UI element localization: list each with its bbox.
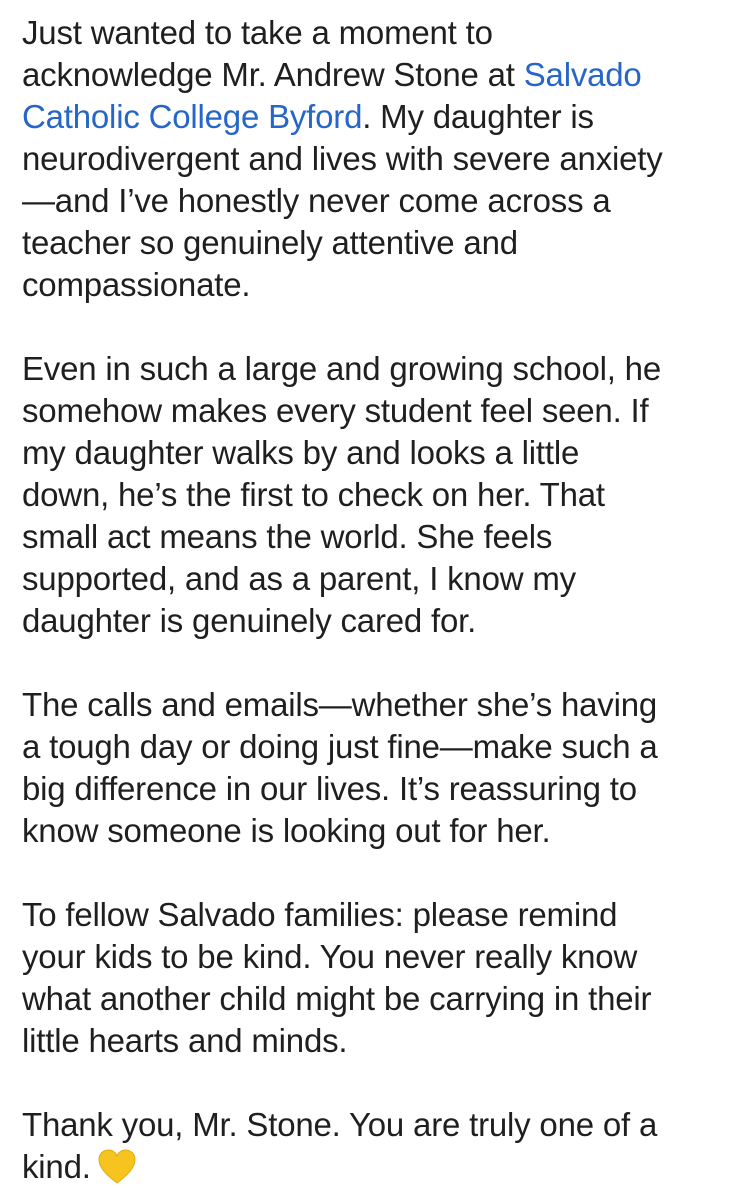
text-line: big difference in our lives. It’s reassuring to bbox=[22, 770, 637, 807]
text-line: a tough day or doing just fine—make such a bbox=[22, 728, 658, 765]
text-line: Just wanted to take a moment to bbox=[22, 14, 493, 51]
text-line bbox=[22, 96, 734, 138]
text-line: supported, and as a parent, I know my bbox=[22, 560, 576, 597]
text-line: my daughter walks by and looks a little bbox=[22, 434, 580, 471]
paragraph-3 bbox=[22, 684, 734, 852]
text-line: somehow makes every student feel seen. If bbox=[22, 392, 649, 429]
text-line: teacher so genuinely attentive and bbox=[22, 224, 518, 261]
post-text bbox=[22, 12, 734, 1188]
paragraph-2 bbox=[22, 348, 734, 642]
text-segment: acknowledge Mr. Andrew Stone at bbox=[22, 56, 524, 93]
page-mention-link[interactable]: Salvado bbox=[523, 56, 642, 93]
text-line: compassionate. bbox=[22, 266, 251, 303]
text-line: down, he’s the first to check on her. That bbox=[22, 476, 605, 513]
paragraph-4 bbox=[22, 894, 734, 1062]
yellow-heart-icon bbox=[97, 1148, 137, 1186]
text-line: Thank you, Mr. Stone. You are truly one of a bbox=[22, 1106, 658, 1143]
text-line: —and I’ve honestly never come across a bbox=[22, 182, 611, 219]
text-line bbox=[22, 54, 734, 96]
text-line: daughter is genuinely cared for. bbox=[22, 602, 477, 639]
text-line: know someone is looking out for her. bbox=[22, 812, 551, 849]
text-line: Even in such a large and growing school, he bbox=[22, 350, 661, 387]
text-line: what another child might be carrying in their bbox=[22, 980, 652, 1017]
paragraph-1 bbox=[22, 12, 734, 306]
text-line: small act means the world. She feels bbox=[22, 518, 553, 555]
text-line bbox=[22, 1146, 734, 1188]
text-line: The calls and emails—whether she’s having bbox=[22, 686, 658, 723]
text-line: neurodivergent and lives with severe anxiety bbox=[22, 140, 663, 177]
paragraph-5 bbox=[22, 1104, 734, 1188]
page-mention-link[interactable]: Catholic College Byford bbox=[22, 98, 363, 135]
text-line: your kids to be kind. You never really know bbox=[22, 938, 638, 975]
text-line: To fellow Salvado families: please remind bbox=[22, 896, 618, 933]
text-line: little hearts and minds. bbox=[22, 1022, 348, 1059]
text-segment: kind. bbox=[22, 1148, 91, 1185]
text-segment: . My daughter is bbox=[362, 98, 594, 135]
